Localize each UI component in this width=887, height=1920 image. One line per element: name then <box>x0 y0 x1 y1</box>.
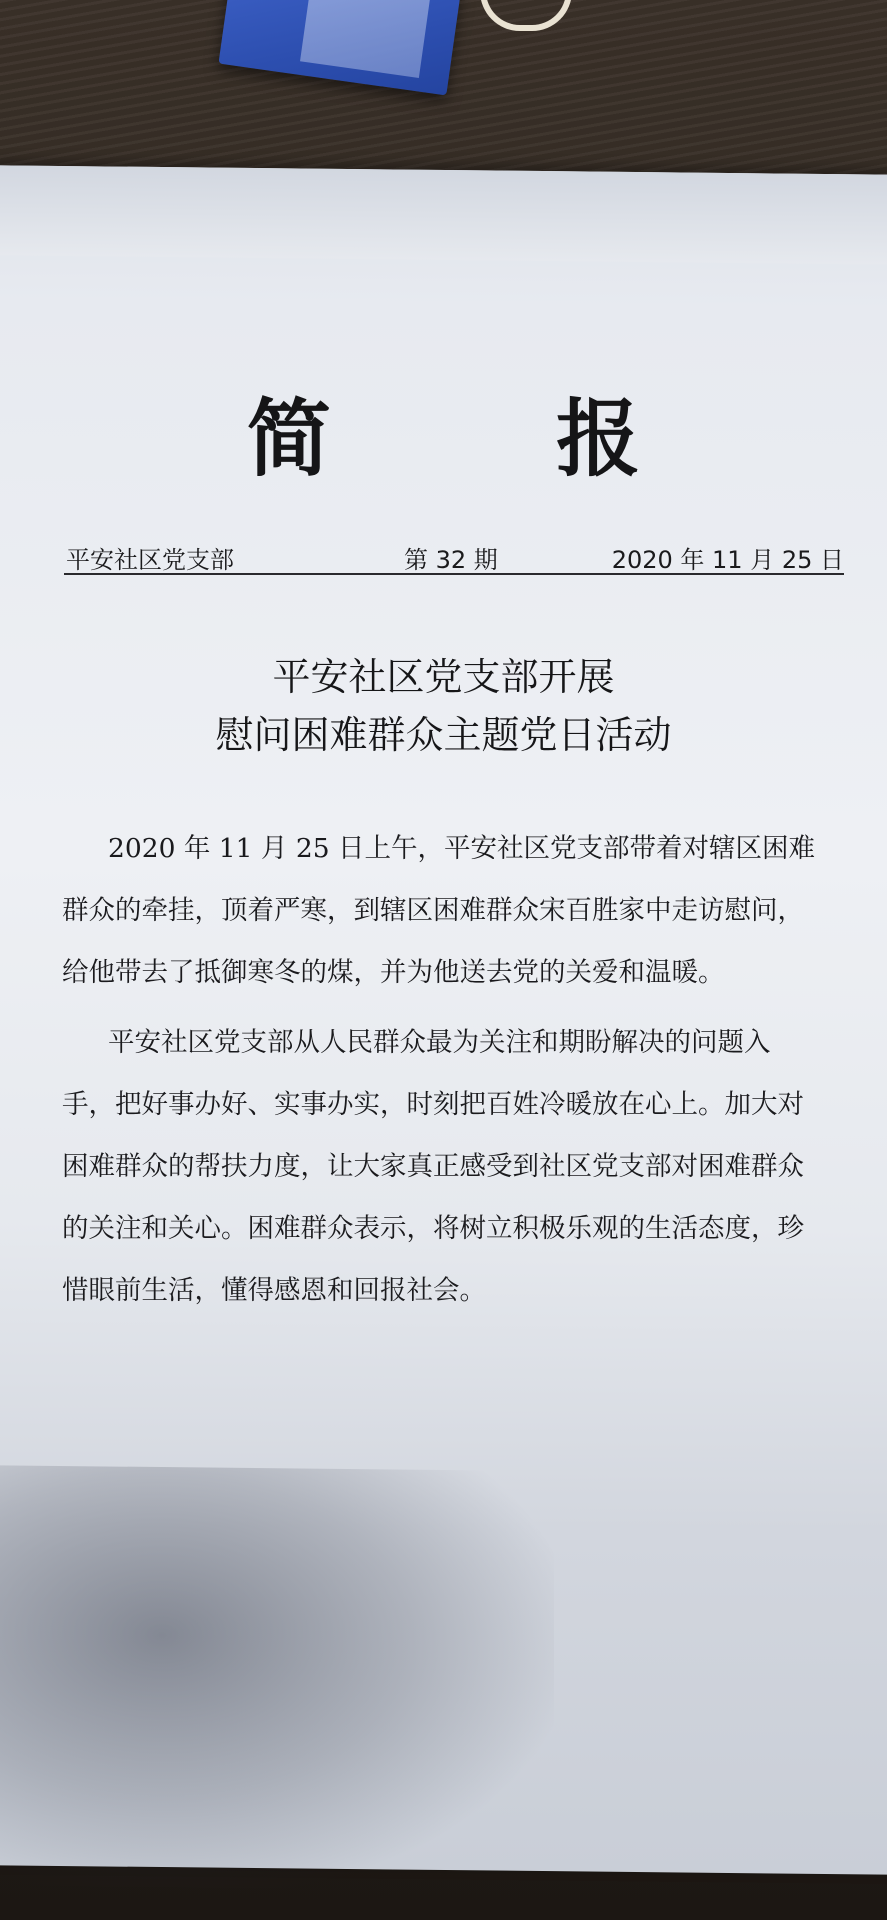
paragraph-line: 群众的牵挂，顶着严寒，到辖区困难群众宋百胜家中走访慰问， <box>62 895 804 926</box>
paragraph-spacer <box>62 1004 852 1012</box>
paragraph-line: 困难群众的帮扶力度，让大家真正感受到社区党支部对困难群众 <box>62 1151 804 1182</box>
paragraph-line: 给他带去了抵御寒冬的煤，并为他送去党的关爱和温暖。 <box>62 957 725 988</box>
headline-line-1: 平安社区党支部开展 <box>272 655 615 699</box>
headline-line-2: 慰问困难群众主题党日活动 <box>215 713 672 757</box>
article-headline <box>0 648 887 764</box>
organization-name: 平安社区党支部 <box>66 546 234 574</box>
paragraph-line: 惜眼前生活，懂得感恩和回报社会。 <box>62 1275 486 1306</box>
paragraph-1 <box>62 818 852 1004</box>
article-body <box>62 818 852 1322</box>
paragraph-2 <box>62 1012 852 1322</box>
issue-number: 第 32 期 <box>404 546 498 574</box>
masthead-title: 简 报 <box>246 390 739 488</box>
paragraph-line: 平安社区党支部从人民群众最为关注和期盼解决的问题入 <box>108 1027 771 1058</box>
paragraph-line: 2020 年 11 月 25 日上午，平安社区党支部带着对辖区困难 <box>108 833 815 864</box>
paragraph-line: 的关注和关心。困难群众表示，将树立积极乐观的生活态度，珍 <box>62 1213 804 1244</box>
issue-date: 2020 年 11 月 25 日 <box>611 546 844 574</box>
paragraph-line: 手，把好事办好、实事办实，时刻把百姓冷暖放在心上。加大对 <box>62 1089 804 1120</box>
header-divider <box>64 573 844 575</box>
